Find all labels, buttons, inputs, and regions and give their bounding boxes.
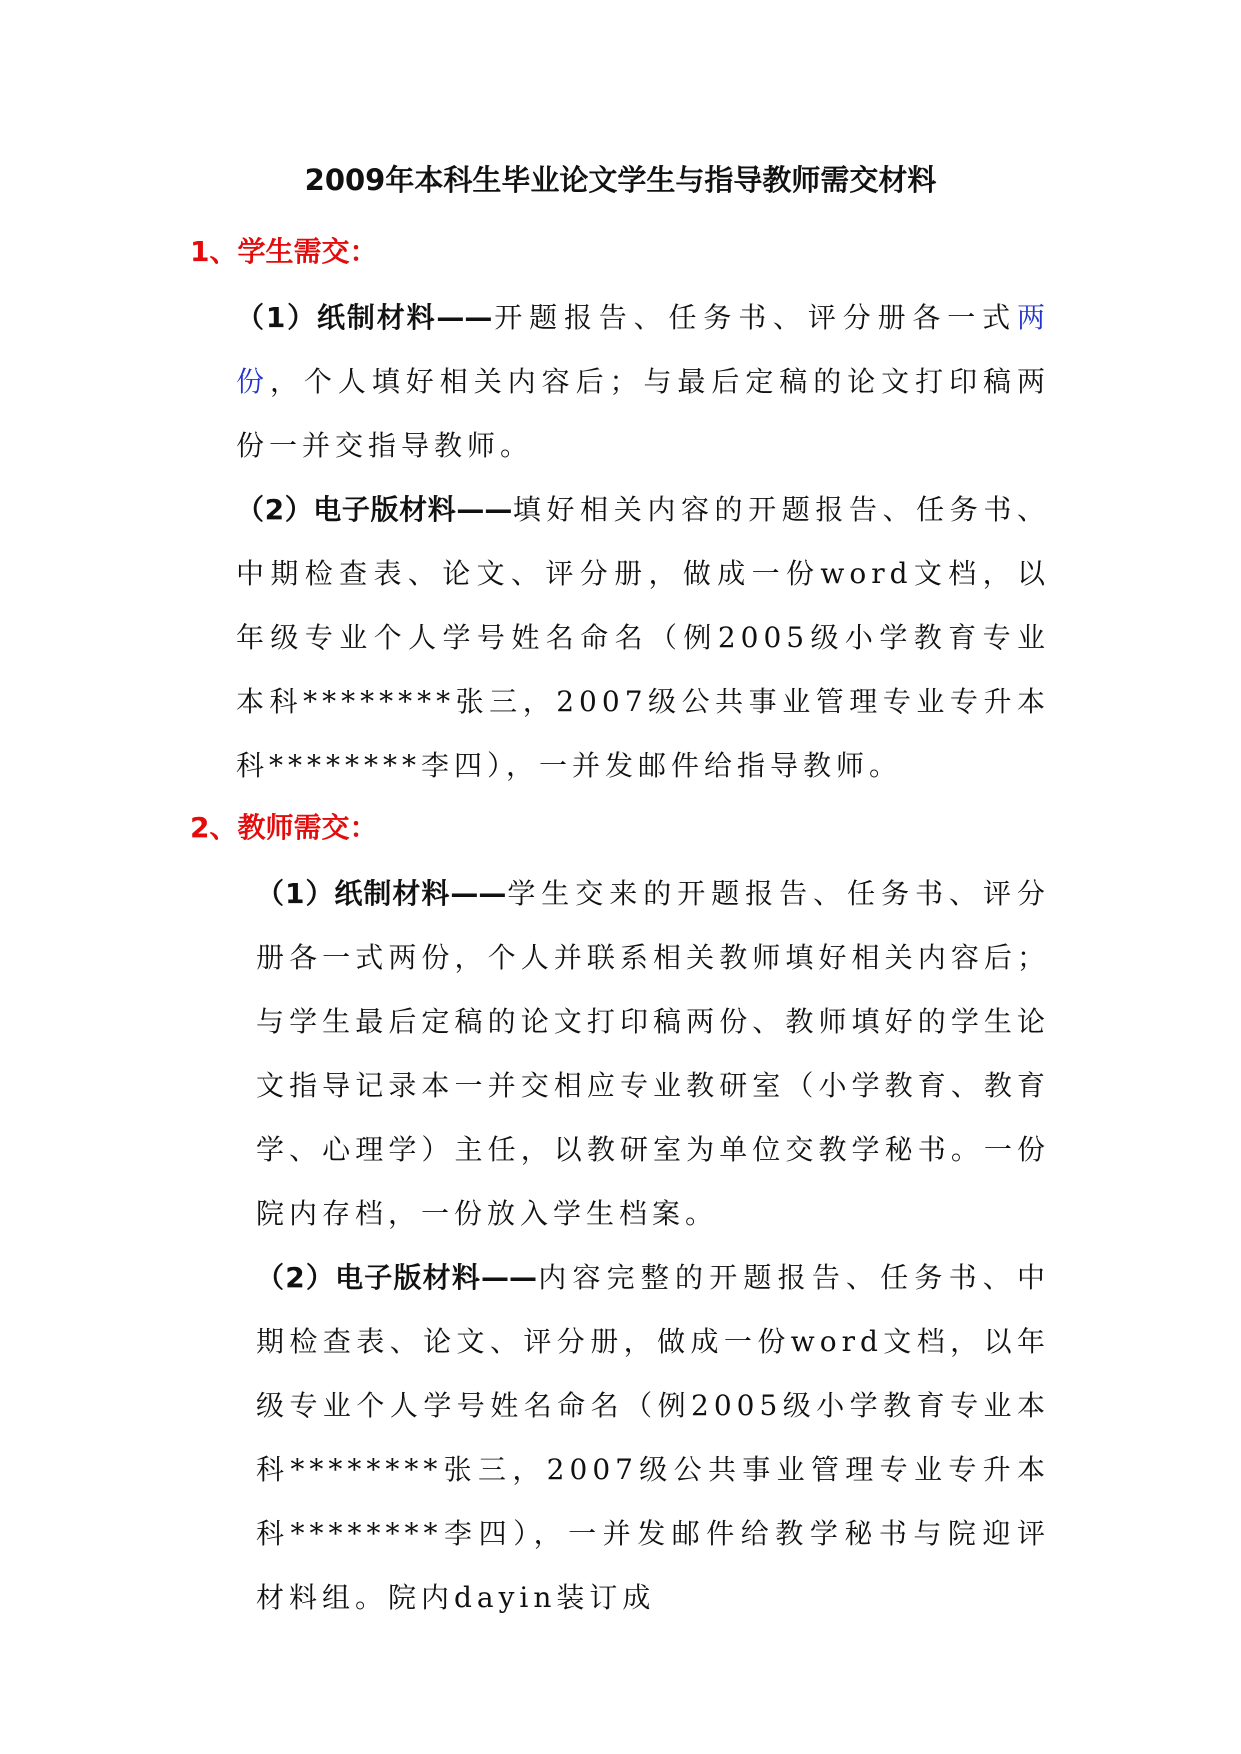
paragraph-lead: （1）纸制材料—— bbox=[256, 877, 507, 910]
paragraph-text: 开题报告、任务书、评分册各一式 bbox=[492, 301, 1017, 334]
paragraph-teacher-electronic-materials bbox=[190, 1246, 1050, 1630]
paragraph-lead: （2）电子版材料—— bbox=[256, 1261, 538, 1294]
paragraph-text: 内容完整的开题报告、任务书、中期检查表、论文、评分册，做成一份word文档，以年级专业个人学号姓名命名（例2005级小学教育专业本科********张三，2007级公共事业管理专业专升本科********李四），一并发邮件给教学秘书与院迎评材料组。院内dayin装订成 bbox=[256, 1261, 1050, 1614]
paragraph-text: 学生交来的开题报告、任务书、评分册各一式两份，个人并联系相关教师填好相关内容后；与学生最后定稿的论文打印稿两份、教师填好的学生论文指导记录本一并交相应专业教研室（小学教育、教育学、心理学）主任，以教研室为单位交教学秘书。一份院内存档，一份放入学生档案。 bbox=[256, 877, 1050, 1230]
paragraph-student-paper-materials bbox=[190, 286, 1050, 478]
paragraph-text: 填好相关内容的开题报告、任务书、中期检查表、论文、评分册，做成一份word文档，以年级专业个人学号姓名命名（例2005级小学教育专业本科********张三，2007级公共事业管理专业专升本科********李四），一并发邮件给指导教师。 bbox=[236, 493, 1050, 782]
paragraph-teacher-paper-materials bbox=[190, 862, 1050, 1246]
paragraph-student-electronic-materials bbox=[190, 478, 1050, 798]
paragraph-lead: （1）纸制材料—— bbox=[236, 301, 493, 334]
section-heading-students: 1、学生需交： bbox=[190, 235, 378, 268]
section-heading-teachers: 2、教师需交： bbox=[190, 811, 378, 844]
page-title: 2009年本科生毕业论文学生与指导教师需交材料 bbox=[304, 163, 937, 197]
highlighted-text: 两份 bbox=[236, 301, 1050, 398]
paragraph-text: ，个人填好相关内容后；与最后定稿的论文打印稿两份一并交指导教师。 bbox=[236, 365, 1050, 462]
paragraph-lead: （2）电子版材料—— bbox=[236, 493, 513, 526]
